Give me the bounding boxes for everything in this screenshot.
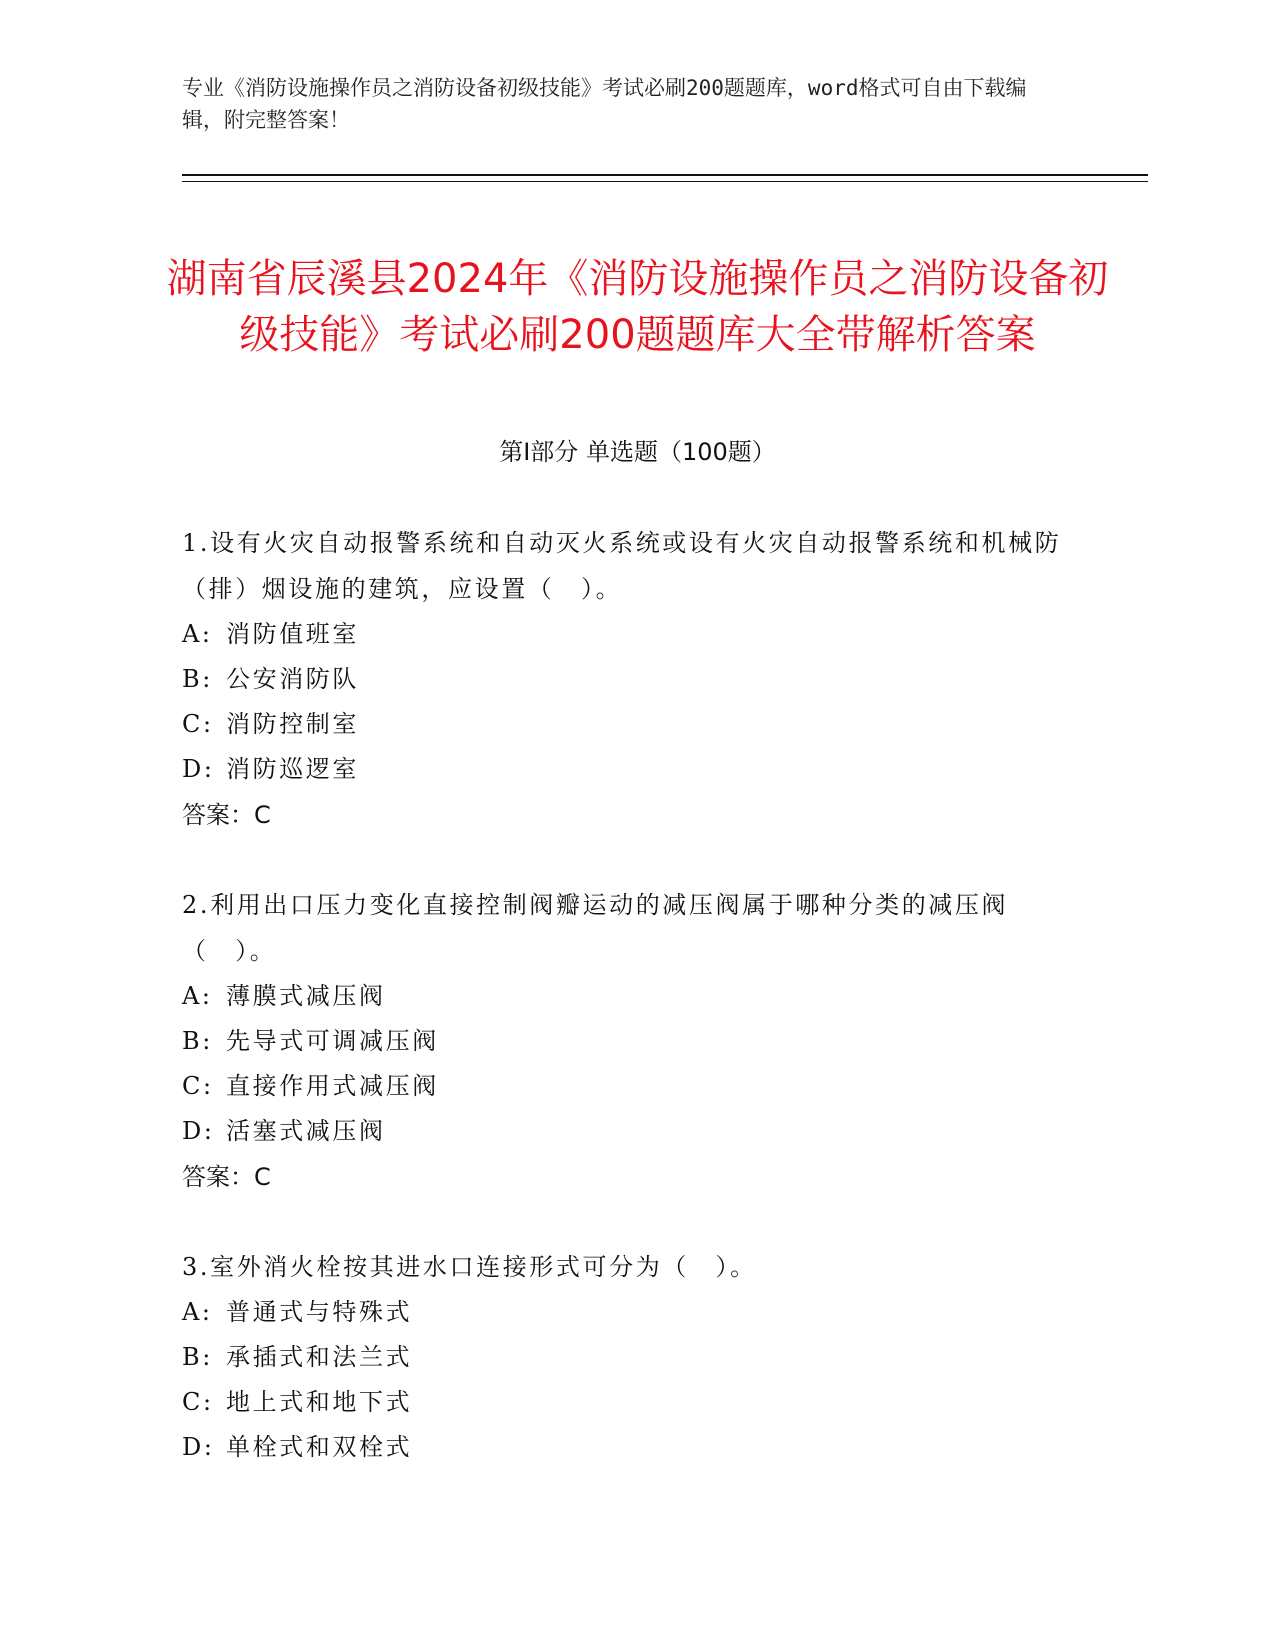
option-key: D: bbox=[182, 1117, 215, 1145]
option-a bbox=[182, 974, 1062, 1019]
answer-line: 答案：C bbox=[182, 801, 271, 829]
option-key: A: bbox=[182, 1298, 213, 1326]
question-3 bbox=[182, 1244, 1062, 1470]
option-text: 活塞式减压阀 bbox=[226, 1117, 386, 1145]
option-text: 承插式和法兰式 bbox=[226, 1343, 413, 1371]
option-text: 公安消防队 bbox=[226, 665, 359, 693]
option-key: B: bbox=[182, 1027, 213, 1055]
section-title: 第Ⅰ部分 单选题（100题） bbox=[499, 438, 776, 466]
option-key: D: bbox=[182, 755, 215, 783]
option-text: 先导式可调减压阀 bbox=[226, 1027, 439, 1055]
option-key: B: bbox=[182, 665, 213, 693]
option-text: 薄膜式减压阀 bbox=[226, 982, 386, 1010]
question-list bbox=[182, 520, 1062, 1514]
option-text: 直接作用式减压阀 bbox=[226, 1072, 439, 1100]
option-key: C: bbox=[182, 1072, 214, 1100]
option-a bbox=[182, 1290, 1062, 1335]
question-stem: 3.室外消火栓按其进水口连接形式可分为（ ）。 bbox=[182, 1253, 757, 1281]
question-1 bbox=[182, 520, 1062, 838]
option-key: B: bbox=[182, 1343, 213, 1371]
option-a bbox=[182, 612, 1062, 657]
option-key: C: bbox=[182, 1388, 214, 1416]
document-title: 湖南省辰溪县2024年《消防设施操作员之消防设备初级技能》考试必刷200题题库大全带解析答案 bbox=[166, 255, 1109, 358]
option-key: C: bbox=[182, 710, 214, 738]
option-text: 普通式与特殊式 bbox=[226, 1298, 413, 1326]
option-b bbox=[182, 657, 1062, 702]
option-c bbox=[182, 1380, 1062, 1425]
answer-line: 答案：C bbox=[182, 1163, 271, 1191]
option-key: D: bbox=[182, 1433, 215, 1461]
option-c bbox=[182, 702, 1062, 747]
question-stem: 2.利用出口压力变化直接控制阀瓣运动的减压阀属于哪种分类的减压阀（ ）。 bbox=[182, 891, 1009, 965]
option-c bbox=[182, 1064, 1062, 1109]
option-text: 消防值班室 bbox=[226, 620, 359, 648]
option-text: 单栓式和双栓式 bbox=[226, 1433, 413, 1461]
option-b bbox=[182, 1019, 1062, 1064]
option-key: A: bbox=[182, 982, 213, 1010]
option-d bbox=[182, 1109, 1062, 1154]
question-2 bbox=[182, 882, 1062, 1200]
header-divider-thick bbox=[182, 174, 1148, 176]
option-b bbox=[182, 1335, 1062, 1380]
option-text: 消防巡逻室 bbox=[226, 755, 359, 783]
header-divider-thin bbox=[182, 181, 1148, 182]
option-text: 地上式和地下式 bbox=[226, 1388, 413, 1416]
option-text: 消防控制室 bbox=[226, 710, 359, 738]
option-key: A: bbox=[182, 620, 213, 648]
option-d bbox=[182, 1425, 1062, 1470]
header-note: 专业《消防设施操作员之消防设备初级技能》考试必刷200题题库，word格式可自由下载编辑，附完整答案！ bbox=[182, 76, 1027, 132]
question-stem: 1.设有火灾自动报警系统和自动灭火系统或设有火灾自动报警系统和机械防（排）烟设施的建筑，应设置（ ）。 bbox=[182, 529, 1062, 603]
option-d bbox=[182, 747, 1062, 792]
